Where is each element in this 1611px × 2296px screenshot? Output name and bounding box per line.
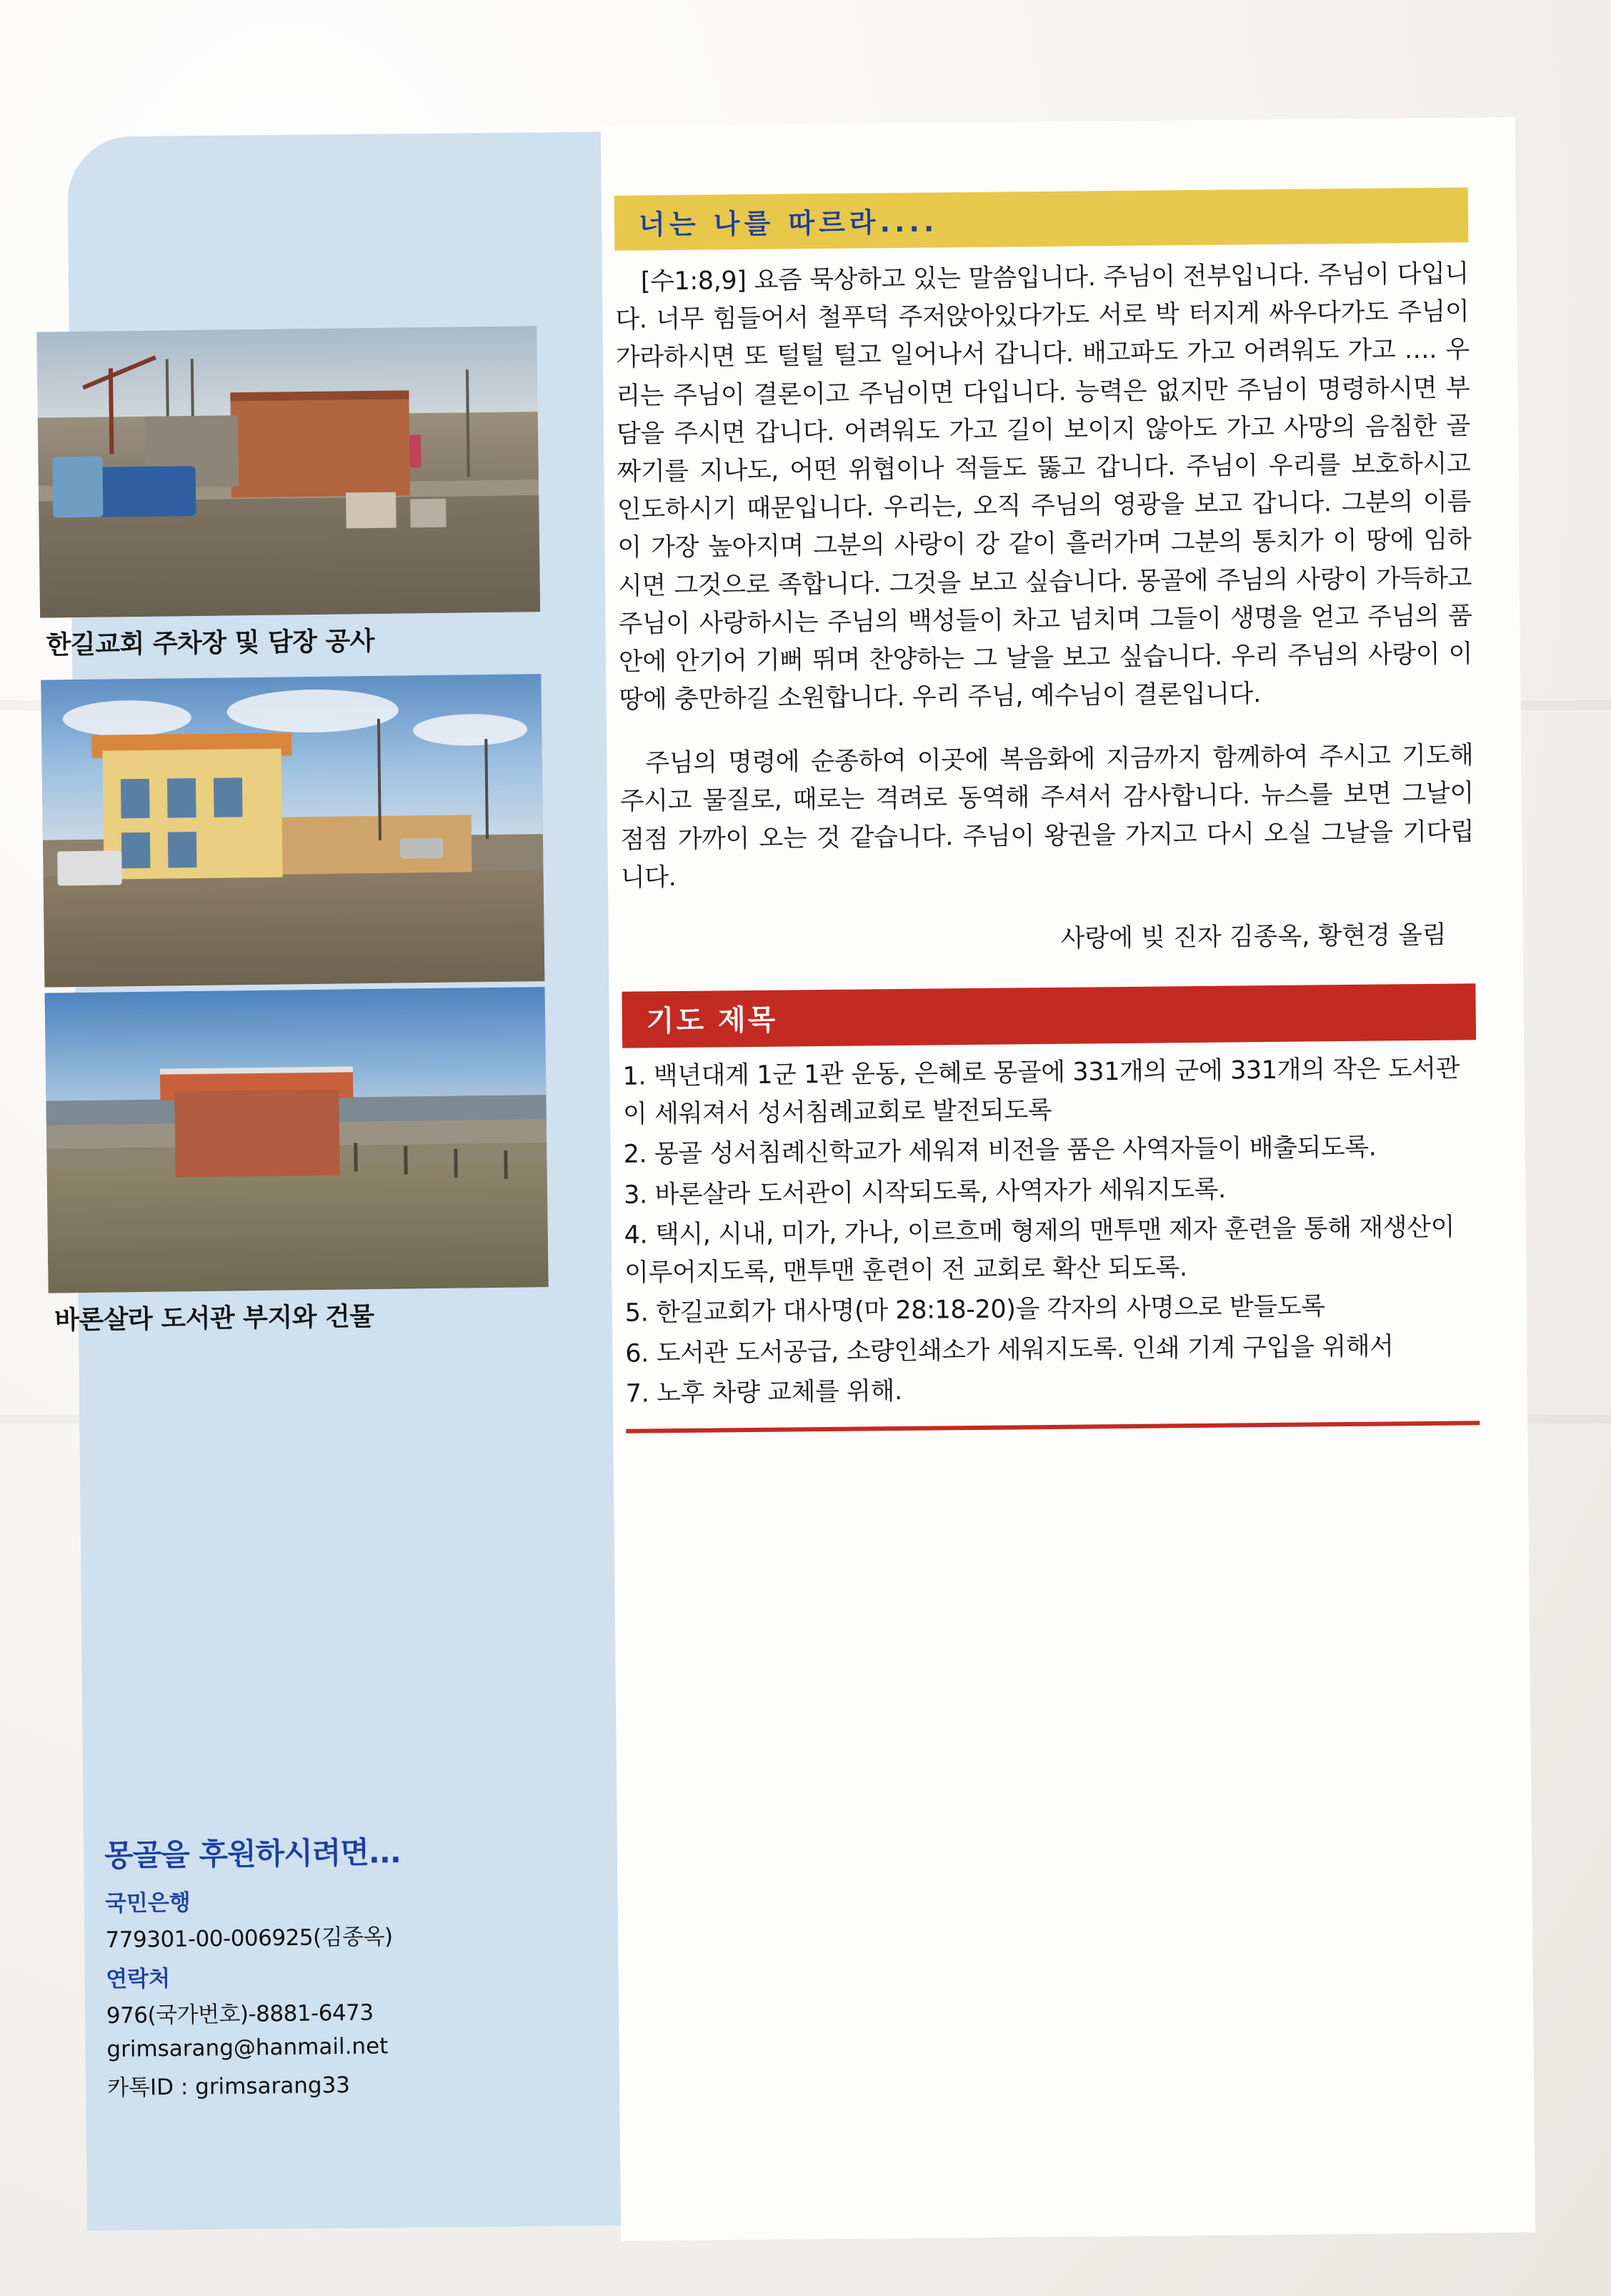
contact-phone: 976(국가번호)-8881-6473 <box>106 1999 374 2029</box>
prayer-item: 7. 노후 차량 교체를 위해. <box>625 1376 902 1408</box>
contact-kakao-id: 카톡ID : grimsarang33 <box>106 2072 351 2102</box>
construction-photo <box>36 326 540 618</box>
contact-label: 연락처 <box>106 1966 171 1993</box>
support-info-block <box>104 1827 594 2102</box>
article-signature: 사랑에 빚 진자 김종옥, 황현경 올림 <box>1060 920 1447 953</box>
library-site-photo <box>45 987 549 1293</box>
prayer-heading-bar: 기도 제목 <box>622 983 1476 1048</box>
bank-account-number: 779301-00-006925(김종옥) <box>105 1924 393 1954</box>
bank-label: 국민은행 <box>104 1889 191 1917</box>
photo-caption-1: 한길교회 주차장 및 담장 공사 <box>46 626 375 660</box>
article-body <box>615 255 1475 897</box>
article-paragraph-1: [수1:8,9] 요즘 묵상하고 있는 말씀입니다. 주님이 전부입니다. 주님이 다입니다. 너무 힘들어서 철푸덕 주저앉아있다가도 서로 박 터지게 싸우다가도 주님이 가라하시면 또 털털 털고 일어나서 갑니다. 배고파도 가고 어려워도 가고 …. 우리는 주님이 결론이고 주님이면 다입니다. 능력은 없지만 주님이 명령하시면 부담을 주시면 갑니다. 어려워도 가고 길이 보이지 않아도 가고 사망의 음침한 골짜기를 지나도, 어떤 위협이나 적들도 뚫고 갑니다. 주님이 우리를 보호하시고 인도하시기 때문입니다. 우리는, 오직 주님의 영광을 보고 갑니다. 그분의 이름이 가장 높아지며 그분의 사랑이 강 같이 흘러가며 그분의 통치가 이 땅에 임하시면 그것으로 족합니다. 그것을 보고 싶습니다. 몽골에 주님의 사랑이 가득하고 주님이 사랑하시는 주님의 백성들이 차고 넘치며 그들이 생명을 얻고 주님의 품 안에 안기어 기뻐 뛰며 찬양하는 그 날을 보고 싶습니다. 우리 주님의 사랑이 이 땅에 충만하길 소원합니다. 우리 주님, 예수님이 결론입니다. <box>615 259 1473 715</box>
contact-email: grimsarang@hanmail.net <box>106 2033 389 2063</box>
prayer-item: 2. 몽골 성서침례신학교가 세워져 비전을 품은 사역자들이 배출되도록. <box>623 1133 1377 1169</box>
article-column <box>614 187 1480 1433</box>
prayer-item: 5. 한길교회가 대사명(마 28:18-20)을 각자의 사명으로 받들도록 <box>624 1292 1325 1328</box>
article-title-bar: 너는 나를 따르라.... <box>614 187 1469 250</box>
article-paragraph-2: 주님의 명령에 순종하여 이곳에 복음화에 지금까지 함께하여 주시고 기도해 주시고 물질로, 때로는 격려로 동역해 주셔서 감사합니다. 뉴스를 보면 그날이 점점 가까이 오는 것 같습니다. 주님이 왕권을 가지고 다시 오실 그날을 기다립니다. <box>619 741 1475 893</box>
prayer-list <box>622 1050 1480 1413</box>
photo-column <box>36 325 592 1355</box>
photo-caption-3: 바론살라 도서관 부지와 건물 <box>54 1302 374 1336</box>
support-heading: 몽골을 후원하시려면... <box>104 1834 401 1874</box>
prayer-item: 1. 백년대계 1군 1관 운동, 은혜로 몽골에 331개의 군에 331개의 작은 도서관이 세워져서 성서침례교회로 발전되도록 <box>622 1054 1460 1129</box>
prayer-item: 4. 택시, 시내, 미가, 가나, 이르흐메 형제의 맨투맨 제자 훈련을 통해 재생산이 이루어지도록, 맨투맨 훈련이 전 교회로 확산 되도록. <box>624 1213 1455 1288</box>
church-building-photo <box>41 674 544 988</box>
prayer-item: 3. 바론살라 도서관이 시작되도록, 사역자가 세워지도록. <box>623 1175 1226 1210</box>
prayer-item: 6. 도서관 도서공급, 소량인쇄소가 세워지도록. 인쇄 기계 구입을 위해서 <box>625 1331 1394 1368</box>
